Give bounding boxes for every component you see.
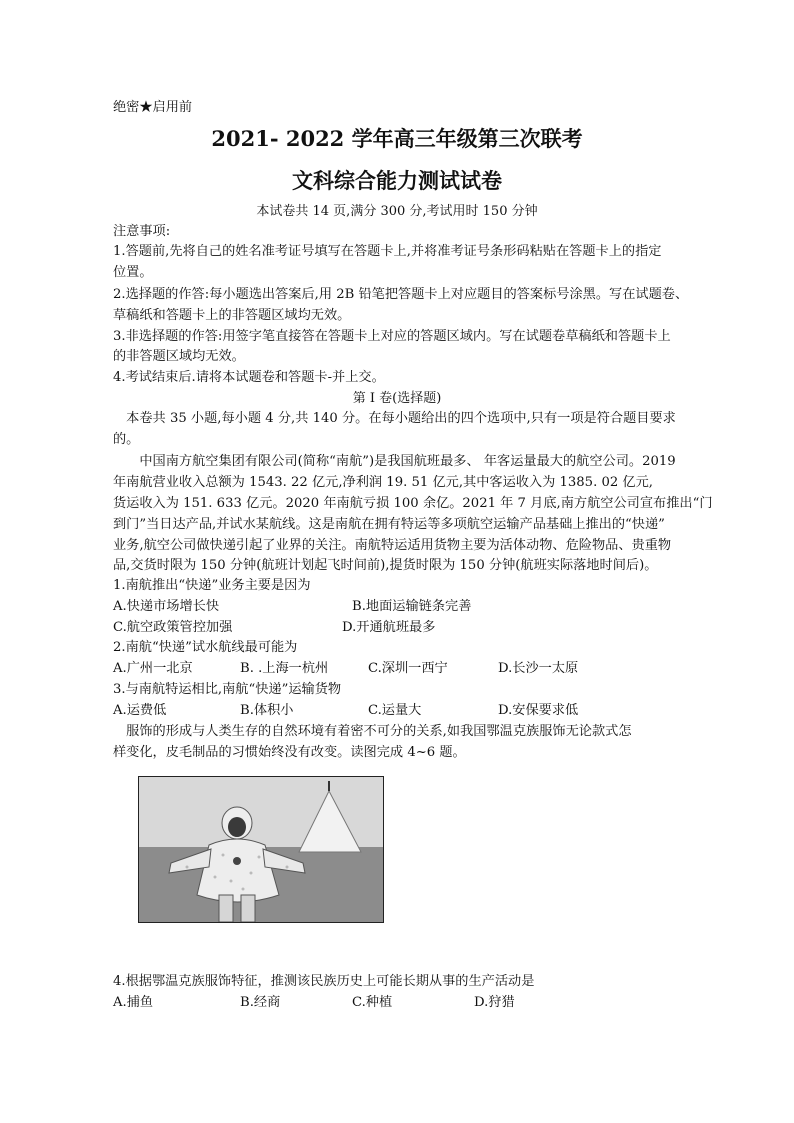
note-line: 的非答题区域均无效。 [113,349,245,364]
passage-line: 品,交货时限为 150 分钟(航班计划起飞时间前),提货时限为 150 分钟(航班实际落地时间后)。 [113,558,658,573]
note-line: 位置。 [113,265,153,280]
question-4-option-b: B.经商 [240,995,281,1010]
passage-line: 样变化，皮毛制品的习惯始终没有改变。读图完成 4~6 题。 [113,745,466,760]
note-line: 4.考试结束后.请将本试题卷和答题卡-并上交。 [113,370,385,385]
question-1-option-d: D.开通航班最多 [342,620,436,635]
question-3-stem: 3.与南航特运相比,南航“快递”运输货物 [113,682,342,697]
question-3-option-a: A.运费低 [113,703,167,718]
question-2-option-d: D.长沙一太原 [498,661,579,676]
question-4-stem: 4.根据鄂温克族服饰特征，推测该民族历史上可能长期从事的生产活动是 [113,974,535,989]
passage-line: 服饰的形成与人类生存的自然环境有着密不可分的关系,如我国鄂温克族服饰无论款式怎 [113,724,632,739]
passage-line: 年南航营业收入总额为 1543. 22 亿元,净利润 19. 51 亿元,其中客运收入为 1385. 02 亿元, [113,475,653,490]
note-line: 3.非选择题的作答:用签字笔直接答在答题卡上对应的答题区域内。写在试题卷草稿纸和答题卡上 [113,329,671,344]
note-line: 1.答题前,先将自己的姓名准考证号填写在答题卡上,并将准考证号条形码粘贴在答题卡上的指定 [113,244,662,259]
question-4-option-a: A.捕鱼 [113,995,154,1010]
note-line: 2.选择题的作答:每小题选出答案后,用 2B 铅笔把答题卡上对应题目的答案标号涂黑。写在试题卷、 [113,287,689,302]
passage-line: 业务,航空公司做快递引起了业界的关注。南航特运适用货物主要为活体动物、危险物品、贵重物 [113,538,672,553]
exam-title: 2021- 2022 学年高三年级第三次联考 [211,126,583,151]
question-3-option-b: B.体积小 [240,703,294,718]
exam-subtitle: 文科综合能力测试试卷 [292,168,502,193]
question-2-stem: 2.南航“快递”试水航线最可能为 [113,640,298,655]
question-3-option-d: D.安保要求低 [498,703,579,718]
question-1-option-a: A.快递市场增长快 [113,599,220,614]
section-title: 第 I 卷(选择题) [352,391,442,406]
question-1-stem: 1.南航推出“快递”业务主要是因为 [113,578,311,593]
note-line: 草稿纸和答题卡上的非答题区域均无效。 [113,308,351,323]
question-3-option-c: C.运量大 [368,703,422,718]
question-1-option-c: C.航空政策管控加强 [113,620,233,635]
question-2-option-a: A.广州一北京 [113,661,193,676]
section-intro: 的。 [113,432,140,447]
exam-info: 本试卷共 14 页,满分 300 分,考试用时 150 分钟 [256,204,538,219]
confidential-label: 绝密★启用前 [113,100,193,115]
question-1-option-b: B.地面运输链条完善 [352,599,472,614]
passage-line: 到门”当日达产品,并试水某航线。这是南航在拥有特运等多项航空运输产品基础上推出的“快递” [113,517,665,532]
ewenki-costume-photo [138,776,384,923]
passage-line: 中国南方航空集团有限公司(简称“南航”)是我国航班最多、 年客运量最大的航空公司。2019 [113,454,676,469]
question-4-option-d: D.狩猎 [474,995,515,1010]
passage-line: 货运收入为 151. 633 亿元。2020 年南航亏损 100 余亿。2021 年 7 月底,南方航空公司宣布推出“门 [113,496,713,511]
section-intro: 本卷共 35 小题,每小题 4 分,共 140 分。在每小题给出的四个选项中,只有一项是符合题目要求 [113,411,676,426]
question-2-option-c: C.深圳一西宁 [368,661,448,676]
notes-heading: 注意事项: [113,224,171,239]
question-2-option-b: B. .上海一杭州 [240,661,329,676]
question-4-option-c: C.种植 [352,995,393,1010]
